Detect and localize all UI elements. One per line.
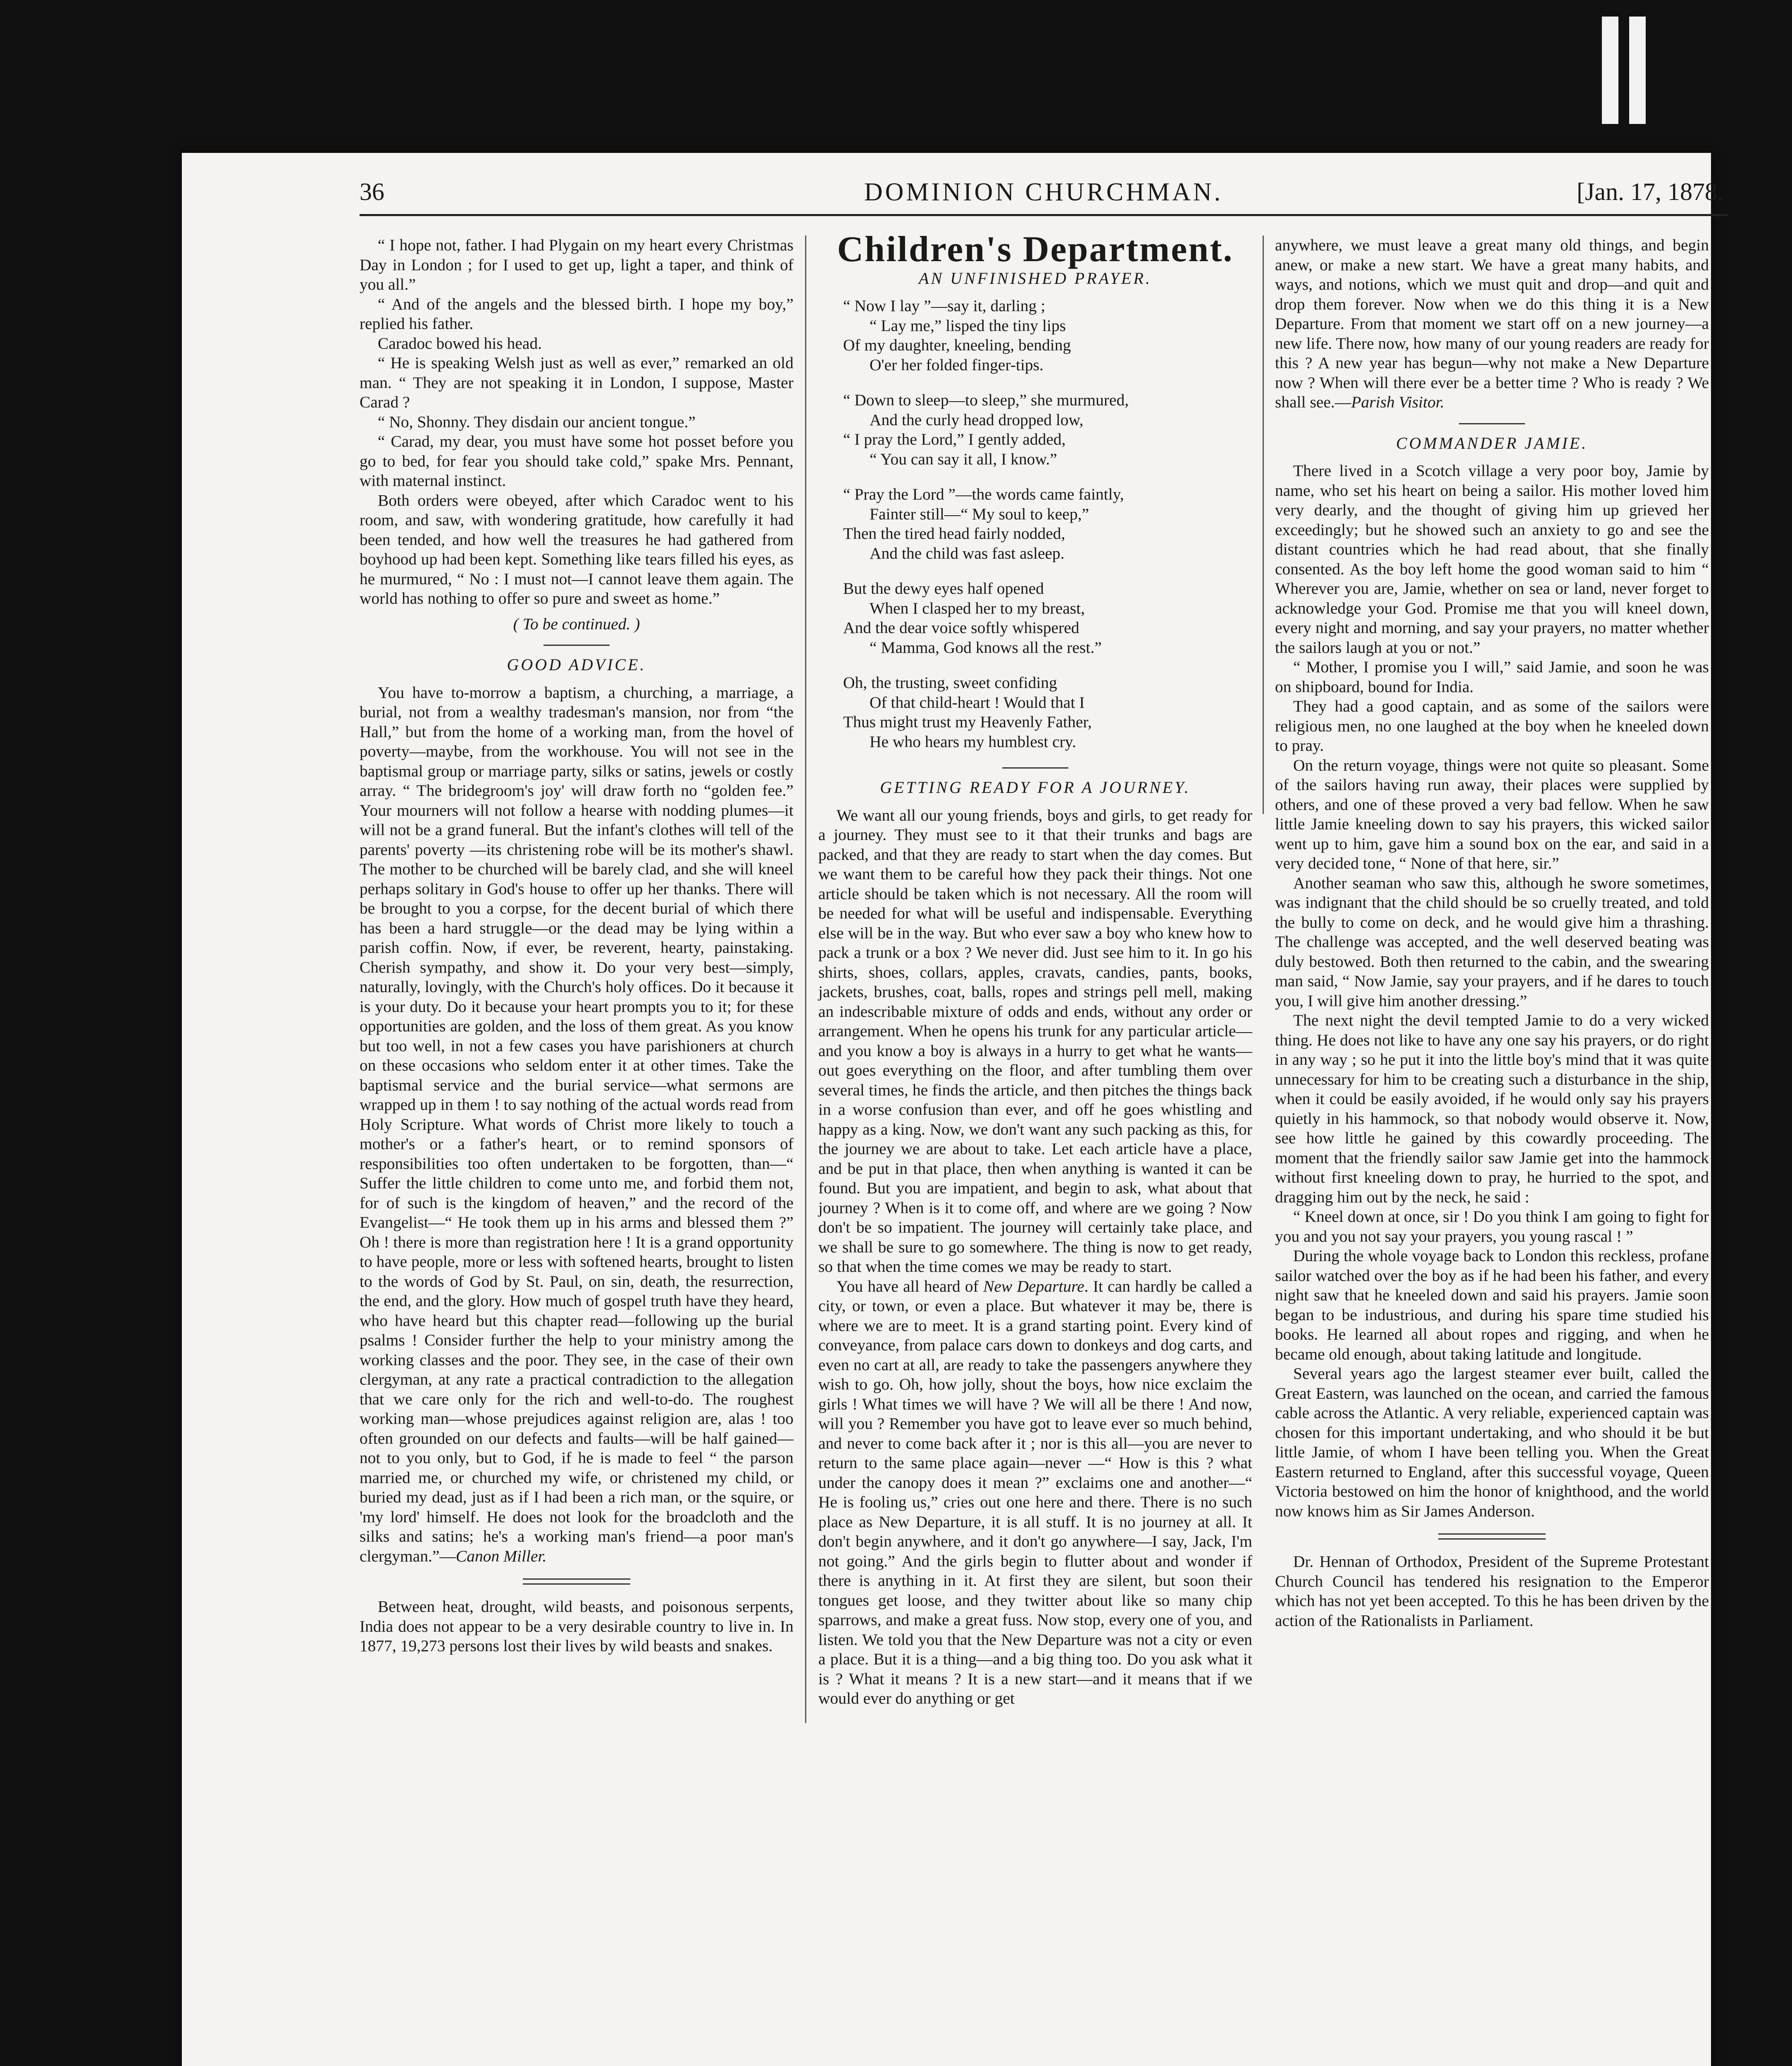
column-1 — [360, 236, 794, 1656]
poem-stanza — [843, 485, 1252, 563]
article-author: Canon Miller. — [455, 1547, 547, 1565]
paragraph: “ And of the angels and the blessed birth. I hope my boy,” replied his father. — [360, 295, 794, 333]
section-rule — [1002, 767, 1068, 769]
poem-line: Fainter still—“ My soul to keep,” — [870, 505, 1089, 523]
issue-date: [Jan. 17, 1878. — [1577, 178, 1723, 205]
poem-line: Of my daughter, kneeling, bending — [843, 336, 1071, 354]
article-title-jamie: COMMANDER JAMIE. — [1396, 433, 1588, 452]
india-note: Between heat, drought, wild beasts, and poisonous serpents, India does not appear to be a very desirable country to live in. In 1877, 19,273 persons lost their lives by wild beasts and snakes. — [360, 1597, 794, 1655]
poem-line: “ You can say it all, I know.” — [870, 450, 1057, 468]
article-body-journey-2: You have all heard of New Departure. It can hardly be called a city, or town, or even a place. But whatever it may be, there is where we are to meet. It is a grand starting point. Every kind of conveyance, from palace cars down to donkeys and dog carts, and even no cart at all, are ready to take the passengers anywhere they wish to go. Oh, how jolly, shout the boys, how nice exclaim the girls ! What times we will have ? We will all be there ! And now, will you ? Remember you have got to leave ever so much behind, and never to come back after it ; nor is this all—you are never to return to the same place again—never —“ How is this ? what under the canopy does it mean ?” exclaims one and another—“ He is fooling us,” cries out one here and there. There is no such place as New Departure, it is all stuff. It is no journey at all. It don't begin anywhere, and it don't go anywhere—I say, Jack, I'm not going.” And the girls begin to flutter about and wonder if there is anything in it. At first they are silent, but soon their tongues get loose, and they twitter about like so many chip sparrows, and make a great fuss. Now stop, every one of you, and listen. We told you that the New Departure was not a city or even a place. But it is a thing—and a big thing too. Do you ask what it is ? What it means ? It is a new start—and it means that if we would ever do anything or get — [818, 1277, 1252, 1707]
article-body-journey-cont: anywhere, we must leave a great many old things, and begin anew, or make a new start. We have a great many habits, and ways, and notions, which we must quit and drop—and quit and drop them forever. Now when we do this thing it is a New Departure. From that moment we start off on a new journey—a new life. There now, how many of our young readers are ready for this ? A new year has begun—why not make a New Departure now ? When will there ever be a better time ? Who is ready ? We shall see.—Parish Visitor. — [1275, 236, 1709, 411]
paragraph: During the whole voyage back to London this reckless, profane sailor watched over the boy as if he had been his father, and every night saw that he kneeled down and said his prayers. Jamie soon began to be industrious, and during his spare time studied his books. He learned all about ropes and rigging, and when he became old enough, about taking latitude and longitude. — [1275, 1247, 1709, 1363]
paragraph: The next night the devil tempted Jamie to do a very wicked thing. He does not like to have any one say his prayers, or do right in any way ; so he put it into the little boy's mind that it was quite unnecessary for him to be creating such a disturbance in the ship, when it could be easily avoided, if he would only say his prayers quietly in his hammock, so that nobody would observe it. Now, see how little he gained by this cowardly proceeding. The moment that the friendly sailor saw Jamie get into the hammock without first kneeling down to pray, he hurried to the spot, and dragging him out by the neck, he said : — [1275, 1011, 1709, 1206]
poem-line: “ Mamma, God knows all the rest.” — [870, 638, 1102, 657]
paragraph: “ Mother, I promise you I will,” said Jamie, and soon he was on shipboard, bound for India. — [1275, 658, 1709, 696]
hennan-note: Dr. Hennan of Orthodox, President of the Supreme Protestant Church Council has tendered his resignation to the Emperor which has not yet been accepted. To this he has been driven by the action of the Rationalists in Parliament. — [1275, 1552, 1709, 1630]
article-title-good-advice: GOOD ADVICE. — [507, 655, 646, 674]
paragraph: “ No, Shonny. They disdain our ancient tongue.” — [378, 412, 696, 431]
poem-line: Then the tired head fairly nodded, — [843, 524, 1065, 543]
paragraph: Caradoc bowed his head. — [378, 334, 542, 352]
poem-line: Oh, the trusting, sweet confiding — [843, 674, 1057, 692]
article-title-journey: GETTING READY FOR A JOURNEY. — [880, 778, 1191, 797]
paragraph: “ I hope not, father. I had Plygain on my heart every Christmas Day in London ; for I used to get up, light a taper, and think of you all.” — [360, 236, 794, 293]
paragraph: “ Carad, my dear, you must have some hot posset before you go to bed, for fear you should take cold,” spake Mrs. Pennant, with maternal instinct. — [360, 432, 794, 490]
poem-line: He who hears my humblest cry. — [870, 732, 1076, 751]
poem-line: Thus might trust my Heavenly Father, — [843, 713, 1092, 731]
article-body-journey-1: We want all our young friends, boys and girls, to get ready for a journey. They must see to it that their trunks and bags are packed, and that they are ready to start when the day comes. But we want them to be careful how they pack their things. Not one article should be taken which is not necessary. All the room will be needed for what will be useful and indispensable. Everything else will be in the way. But who ever saw a boy who knew how to pack a trunk or a box ? We never did. Just see him to it. In go his shirts, shoes, collars, apples, cravats, candies, pants, books, jackets, brushes, coat, balls, ropes and strings pell mell, making an indescribable mixture of odds and ends, without any order or arrangement. When he opens his trunk for any particular article—and you know a boy is always in a hurry to get what he wants—out goes everything on the floor, and after tumbling them over several times, he finds the article, and then pitches the things back in a worse confusion than ever, and off he goes whistling and happy as a king. Now, we don't want any such packing as this, for the journey we are about to take. Let each article have a place, and be put in that place, then when anything is wanted it can be found. But you are impatient, and begin to ask, what about that journey ? When is it to come off, and where are we going ? Now don't be so impatient. The journey will certainly take place, and we shall be sure to go somewhere. The thing is now to get ready, so that when the time comes we may be ready to start. — [818, 806, 1252, 1276]
section-rule — [1459, 423, 1525, 424]
department-title: Children's Department. — [837, 229, 1234, 269]
paragraph: Another seaman who saw this, although he swore sometimes, was indignant that the child should be so cruelly treated, and told the bully to come on deck, and he would give him a thrashing. The challenge was accepted, and the well deserved beating was duly bestowed. Both then returned to the cabin, and the swearing man said, “ Now Jamie, say your prayers, and if he dares to touch you, I will give him another dressing.” — [1275, 874, 1709, 1010]
poem-line: “ I pray the Lord,” I gently added, — [843, 430, 1066, 448]
to-be-continued: ( To be continued. ) — [513, 614, 640, 633]
paragraph: Several years ago the largest steamer ever built, called the Great Eastern, was launched on the ocean, and carried the famous cable across the Atlantic. A very reliable, experienced captain was chosen for this important undertaking, and who should it be but little Jamie, of whom I have been telling you. When the Great Eastern returned to England, after this successful voyage, Queen Victoria bestowed on him the honor of knighthood, and the world now knows him as Sir James Anderson. — [1275, 1364, 1709, 1520]
publication-title: DOMINION CHURCHMAN. — [864, 178, 1223, 206]
page-number: 36 — [360, 178, 384, 205]
poem-stanza — [843, 296, 1252, 375]
header-rule — [360, 214, 1728, 216]
column-3 — [1275, 236, 1709, 1630]
poem-line: And the curly head dropped low, — [870, 410, 1084, 429]
section-rule — [543, 645, 610, 646]
page-content — [360, 165, 1728, 2066]
article-source: Parish Visitor. — [1351, 393, 1444, 411]
paragraph: “ Kneel down at once, sir ! Do you think I am going to fight for you and you not say your prayers, you young rascal ! ” — [1275, 1207, 1709, 1245]
scan-edge-mark — [1629, 17, 1646, 124]
poem-line: O'er her folded finger-tips. — [870, 355, 1044, 374]
poem-line: Of that child-heart ! Would that I — [870, 693, 1085, 712]
poem-line: When I clasped her to my breast, — [870, 599, 1085, 617]
column-2 — [818, 229, 1252, 1709]
paragraph: On the return voyage, things were not quite so pleasant. Some of the sailors having run away, their places were supplied by others, and one of these proved a very bad fellow. When he saw little Jamie kneeling down to say his prayers, this wicked sailor went up to him, gave him a sound box on the ear, and said in a very decided tone, “ None of that here, sir.” — [1275, 756, 1709, 872]
poem-title: AN UNFINISHED PRAYER. — [919, 269, 1152, 288]
article-body-jamie — [1275, 461, 1709, 1521]
scan-edge-mark — [1602, 17, 1618, 124]
poem-stanza — [843, 673, 1252, 752]
column-divider — [805, 236, 806, 1723]
serial-story-ending — [360, 236, 794, 609]
poem-line: “ Pray the Lord ”—the words came faintly, — [843, 485, 1124, 503]
poem-line: But the dewy eyes half opened — [843, 579, 1044, 597]
paragraph: They had a good captain, and as some of the sailors were religious men, no one laughed at the boy when he kneeled down to pray. — [1275, 697, 1709, 755]
newspaper-page — [182, 153, 1723, 2066]
poem-line: And the child was fast asleep. — [870, 544, 1065, 562]
paragraph: Both orders were obeyed, after which Caradoc went to his room, and saw, with wondering gratitude, how carefully it had been tended, and how well the treasures he had gathered from boyhood up had been kept. Something like tears filled his eyes, as he murmured, “ No : I must not—I cannot leave them again. The world has nothing to offer so pure and sweet as home.” — [360, 491, 794, 607]
poem-line: “ Down to sleep—to sleep,” she murmured, — [843, 391, 1129, 409]
paragraph: “ He is speaking Welsh just as well as ever,” remarked an old man. “ They are not speaking it in London, I suppose, Master Carad ? — [360, 354, 794, 411]
poem-stanza — [843, 579, 1252, 657]
poem-body — [818, 296, 1252, 752]
poem-line: “ Now I lay ”—say it, darling ; — [843, 297, 1046, 315]
section-rule — [1438, 1533, 1546, 1540]
poem-line: And the dear voice softly whispered — [843, 619, 1079, 637]
paragraph: There lived in a Scotch village a very poor boy, Jamie by name, who set his heart on being a sailor. His mother loved him very dearly, and the thought of giving him up grieved her exceedingly; but he showed such an anxiety to go and see the distant countries which he had read about, that she finally consented. As the boy left home the good woman said to him “ Wherever you are, Jamie, whether on sea or land, never forget to acknowledge your God. Promise me that you will kneel down, every night and morning, and say your prayers, no matter whether the sailors laugh at you or not.” — [1275, 462, 1709, 657]
poem-stanza — [843, 390, 1252, 469]
section-rule — [523, 1578, 630, 1585]
page-header — [360, 165, 1728, 215]
poem-line: “ Lay me,” lisped the tiny lips — [870, 316, 1066, 335]
article-body-good-advice: You have to-morrow a baptism, a churching, a marriage, a burial, not from a wealthy tradesman's mansion, nor from “the Hall,” but from the home of a working man, from the hovel of poverty—maybe, from the workhouse. You will not see in the baptismal group or marriage party, silks or satins, jewels or costly array. “ The bridegroom's joy' will draw forth no “golden fee.” Your mourners will not follow a hearse with nodding plumes—it will not be a grand funeral. But the infant's clothes will tell of the parents' poverty —its christening robe will be its mother's shawl. The mother to be churched will be barely clad, and she will kneel perhaps solitary in God's house to offer up her thanks. There will be brought to you a corpse, for the decent burial of which there has been a hard struggle—or the dead may be lying within a parish coffin. Now, if ever, be reverent, hearty, painstaking. Cherish sympathy, and show it. Do your very best—simply, naturally, lovingly, with the Church's holy offices. Do it because it is your duty. Do it because your heart prompts you to it; for these opportunities are golden, and the loss of them great. As you know but too well, in not a few cases you have parishioners at church on these occasions who seldom enter it at other times. Take the baptismal service and the burial service—what sermons are wrapped up in them ! to say nothing of the actual words read from Holy Scripture. What words of Christ more likely to touch a mother's or a father's heart, or to remind sponsors of responsibilities too often undertaken to be forgotten, than—“ Suffer the little children to come unto me, and forbid them not, for of such is the kingdom of heaven,” and the record of the Evangelist—“ He took them up in his arms and blessed them ?” Oh ! there is more than registration here ! It is a grand opportunity to have people, more or less with softened hearts, brought to listen to the words of God by St. Paul, on sin, death, the resurrection, the end, and the glory. How much of gospel truth have they heard, who have heard but this chapter read—following up the burial psalms ! Consider further the help to your ministry among the working classes and the poor. They see, in the case of their own clergyman, at any rate a practical contradiction to the allegation that we care only for the rich and well-to-do. The roughest working man—whose prejudices against religion are, alas ! too often grounded on our defects and faults—will be half gained—not to you only, but to God, if he is made to feel “ the parson married me, or churched my wife, or christened my child, or buried my dead, just as if I had been a rich man, or the squire, or 'my lord' himself. He does not look for the broadcloth and the silks and satins; he's a working man's friend—a poor man's clergyman.”—Canon Miller. — [360, 683, 794, 1565]
column-divider — [1263, 236, 1264, 814]
